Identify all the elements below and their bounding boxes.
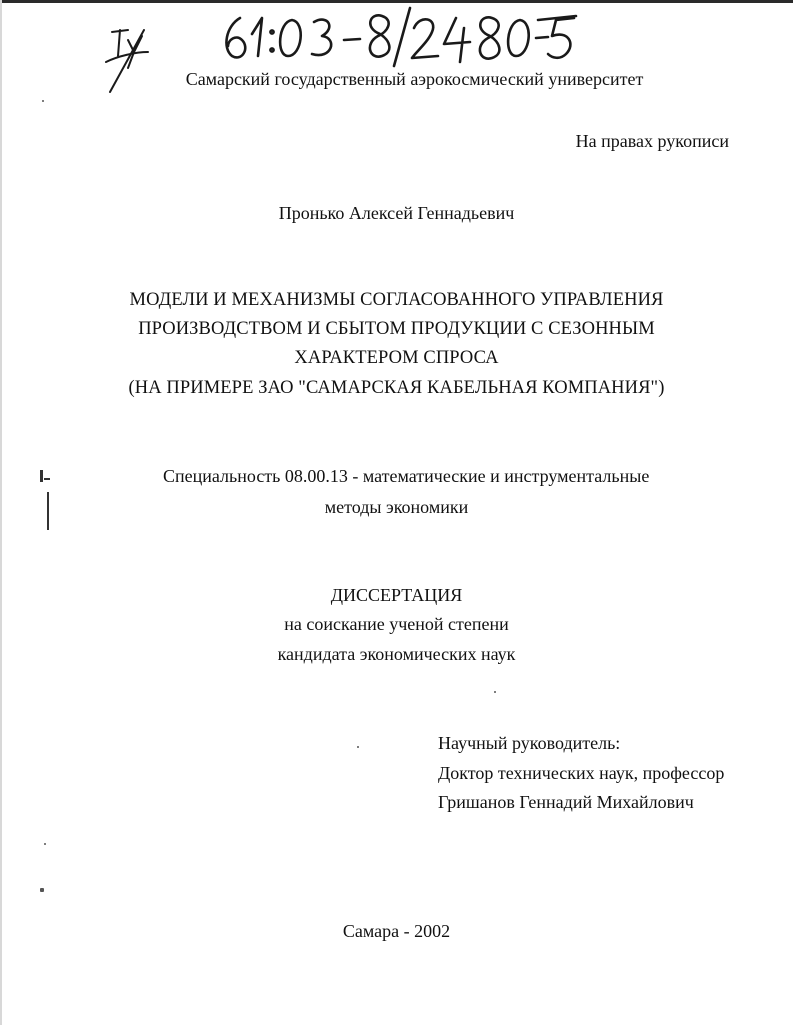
supervisor-name: Гришанов Геннадий Михайлович bbox=[438, 792, 694, 812]
handwritten-archive-number bbox=[218, 4, 578, 68]
scan-speck bbox=[40, 888, 44, 892]
university-name: Самарский государственный аэрокосмический университет bbox=[185, 69, 644, 89]
specialty-line-1: Специальность 08.00.13 - математические и инструментальные bbox=[163, 466, 650, 486]
city-year: Самара - 2002 bbox=[342, 921, 451, 941]
scan-speck bbox=[357, 746, 359, 748]
author-name: Пронько Алексей Геннадьевич bbox=[278, 203, 515, 223]
dissertation-label: ДИССЕРТАЦИЯ bbox=[330, 585, 463, 605]
degree-purpose: на соискание ученой степени bbox=[284, 614, 509, 634]
scan-top-border bbox=[0, 0, 793, 3]
scan-speck bbox=[42, 100, 44, 102]
supervisor-label: Научный руководитель: bbox=[438, 733, 621, 753]
scan-speck bbox=[494, 691, 496, 693]
thesis-title-line-3: ХАРАКТЕРОМ СПРОСА bbox=[294, 348, 499, 368]
specialty-line-2: методы экономики bbox=[324, 497, 469, 517]
scan-speck bbox=[44, 843, 46, 845]
supervisor-title: Доктор технических наук, профессор bbox=[438, 763, 725, 783]
thesis-title-line-1: МОДЕЛИ И МЕХАНИЗМЫ СОГЛАСОВАННОГО УПРАВЛЕНИЯ bbox=[129, 290, 664, 310]
margin-mark bbox=[40, 470, 43, 482]
margin-mark bbox=[44, 478, 50, 480]
thesis-title-line-4: (НА ПРИМЕРЕ ЗАО "САМАРСКАЯ КАБЕЛЬНАЯ КОМПАНИЯ") bbox=[128, 378, 665, 398]
thesis-title-line-2: ПРОИЗВОДСТВОМ И СБЫТОМ ПРОДУКЦИИ С СЕЗОННЫМ bbox=[138, 319, 655, 339]
manuscript-rights-label: На правах рукописи bbox=[575, 131, 729, 151]
handwritten-number-drawing bbox=[218, 4, 578, 68]
degree-name: кандидата экономических наук bbox=[277, 644, 516, 664]
